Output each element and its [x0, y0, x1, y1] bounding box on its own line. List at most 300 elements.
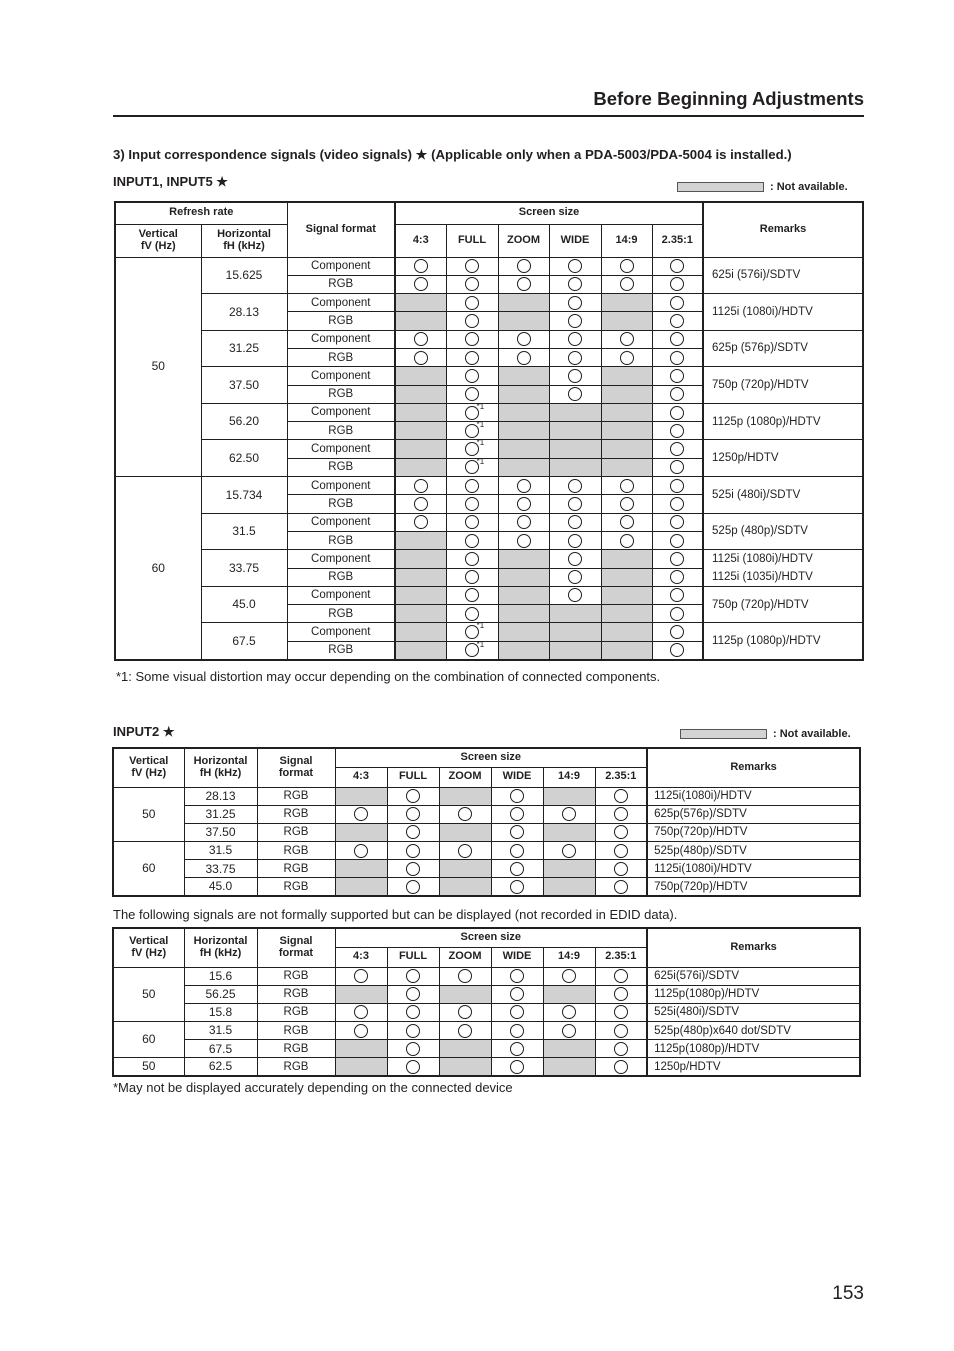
signal-format-cell: Component [287, 440, 395, 458]
screen-size-cell [446, 348, 498, 366]
not-available-cell [601, 568, 652, 586]
supported-circle-icon [614, 862, 628, 876]
signal-format-cell: RGB [257, 985, 335, 1003]
screen-size-col-header: 2.35:1 [595, 947, 647, 967]
not-available-cell [601, 440, 652, 458]
remarks-text: 750p (720p)/HDTV [712, 379, 809, 392]
supported-circle-icon [510, 1060, 524, 1074]
not-available-cell [543, 860, 595, 878]
screen-size-cell [335, 1022, 387, 1040]
screen-size-col-header: 2.35:1 [595, 767, 647, 787]
not-available-cell [498, 385, 549, 403]
supported-circle-icon [354, 844, 368, 858]
table-row [115, 586, 863, 604]
supported-circle-icon [465, 387, 479, 401]
supported-circle-icon [614, 825, 628, 839]
format-label: format [278, 946, 314, 959]
signal-format-cell: RGB [287, 495, 395, 513]
remarks-text: 625p (576p)/SDTV [712, 342, 808, 355]
not-available-cell [395, 568, 446, 586]
not-available-cell [395, 440, 446, 458]
not-available-swatch [680, 729, 767, 739]
screen-size-col-header: FULL [446, 224, 498, 257]
supported-circle-icon [510, 1042, 524, 1056]
remarks-text: 750p (720p)/HDTV [712, 598, 809, 611]
supported-circle-icon [670, 607, 684, 621]
supported-circle-icon [568, 570, 582, 584]
screen-size-cell [543, 967, 595, 985]
supported-circle-icon [670, 552, 684, 566]
vertical-frequency-cell: 50 [113, 1058, 184, 1076]
signal-format-cell: RGB [257, 967, 335, 985]
supported-circle-icon [670, 332, 684, 346]
table-row [115, 477, 863, 495]
table-row [115, 440, 863, 458]
horizontal-frequency-cell: 28.13 [184, 787, 257, 805]
table-row [113, 985, 860, 1003]
signal-format-cell: RGB [257, 1040, 335, 1058]
table-row [113, 1040, 860, 1058]
screen-size-cell [595, 985, 647, 1003]
screen-size-cell [498, 495, 549, 513]
signal-format-header [257, 748, 335, 787]
supported-circle-icon [510, 1024, 524, 1038]
signal-format-cell: RGB [287, 641, 395, 659]
remarks-cell [703, 623, 863, 660]
not-available-cell [395, 550, 446, 568]
supported-circle-icon [670, 570, 684, 584]
supported-circle-icon [517, 534, 531, 548]
remarks-cell: 1125i(1080i)/HDTV [647, 787, 860, 805]
table1-footnote: *1: Some visual distortion may occur depending on the combination of connected components. [116, 669, 661, 684]
screen-size-cell [446, 403, 498, 421]
not-available-cell [335, 823, 387, 841]
supported-circle-icon [614, 844, 628, 858]
screen-size-cell [395, 348, 446, 366]
screen-size-cell [446, 275, 498, 293]
unofficial-signal-table [112, 927, 861, 1077]
signal-format-cell: RGB [287, 605, 395, 623]
not-available-cell [395, 422, 446, 440]
screen-size-cell [652, 568, 703, 586]
supported-circle-icon [568, 277, 582, 291]
horizontal-label: Horizontal [193, 755, 248, 768]
horizontal-frequency-cell: 56.20 [201, 403, 287, 440]
screen-size-cell [446, 312, 498, 330]
supported-circle-icon [406, 880, 420, 894]
screen-size-cell [446, 458, 498, 476]
table-row [113, 1022, 860, 1040]
not-available-cell [439, 860, 491, 878]
screen-size-cell [652, 641, 703, 659]
signal-format-cell: RGB [287, 458, 395, 476]
horizontal-frequency-cell: 37.50 [184, 823, 257, 841]
supported-circle-icon [568, 497, 582, 511]
screen-size-cell [439, 842, 491, 860]
screen-size-header: Screen size [335, 748, 647, 767]
screen-size-cell [549, 531, 601, 549]
page-header-title: Before Beginning Adjustments [593, 88, 864, 109]
screen-size-cell [549, 367, 601, 385]
remarks-cell [703, 294, 863, 331]
header-row [113, 928, 860, 947]
screen-size-cell [601, 257, 652, 275]
screen-size-cell [491, 823, 543, 841]
signal-format-cell: RGB [257, 1058, 335, 1076]
refresh-rate-header: Refresh rate [115, 202, 287, 224]
screen-size-cell [543, 1003, 595, 1021]
screen-size-cell [498, 275, 549, 293]
format-label: format [278, 766, 314, 779]
screen-size-col-header: WIDE [491, 767, 543, 787]
screen-size-cell [652, 385, 703, 403]
screen-size-cell [491, 967, 543, 985]
screen-size-col-header: 14:9 [543, 947, 595, 967]
screen-size-cell [549, 495, 601, 513]
supported-circle-icon [465, 259, 479, 273]
not-available-cell [439, 985, 491, 1003]
header-row [115, 202, 863, 224]
screen-size-cell [595, 1040, 647, 1058]
input2-signal-table [112, 747, 861, 897]
supported-circle-icon [414, 479, 428, 493]
screen-size-cell [446, 623, 498, 641]
table-row [113, 1058, 860, 1076]
not-available-cell [601, 550, 652, 568]
screen-size-cell [498, 513, 549, 531]
supported-circle-icon [670, 314, 684, 328]
table-row [113, 967, 860, 985]
remarks-cell [703, 477, 863, 514]
horizontal-frequency-cell: 31.25 [201, 330, 287, 367]
unofficial-signals-note: The following signals are not formally supported but can be displayed (not recorded in EDID data). [113, 907, 678, 922]
supported-circle-icon [406, 789, 420, 803]
not-available-cell [498, 568, 549, 586]
supported-circle-icon [517, 259, 531, 273]
not-available-cell [601, 422, 652, 440]
not-available-cell [543, 985, 595, 1003]
remarks-cell: 1250p/HDTV [647, 1058, 860, 1076]
supported-circle-icon [568, 552, 582, 566]
horizontal-header [184, 748, 257, 787]
supported-circle-icon [354, 1005, 368, 1019]
horizontal-frequency-cell: 31.5 [201, 513, 287, 550]
not-available-cell [601, 458, 652, 476]
remarks-cell [703, 367, 863, 404]
table-row [115, 257, 863, 275]
signal-format-cell: RGB [257, 787, 335, 805]
signal-format-cell: RGB [287, 385, 395, 403]
signal-format-cell: RGB [257, 823, 335, 841]
screen-size-cell [446, 385, 498, 403]
horizontal-frequency-cell: 56.25 [184, 985, 257, 1003]
not-available-cell [498, 422, 549, 440]
not-available-cell [335, 1058, 387, 1076]
screen-size-col-header: ZOOM [498, 224, 549, 257]
table1-heading: INPUT1, INPUT5 ★ [113, 174, 228, 189]
screen-size-cell [446, 477, 498, 495]
screen-size-cell [549, 477, 601, 495]
supported-circle-icon [517, 479, 531, 493]
screen-size-cell [446, 586, 498, 604]
supported-circle-icon [406, 862, 420, 876]
table-row [113, 805, 860, 823]
not-available-cell [601, 294, 652, 312]
supported-circle-icon [620, 479, 634, 493]
supported-circle-icon [510, 880, 524, 894]
table2-not-available-legend [680, 728, 851, 740]
screen-size-cell [601, 495, 652, 513]
signal-format-cell: Component [287, 367, 395, 385]
remarks-cell: 625p(576p)/SDTV [647, 805, 860, 823]
screen-size-col-header: FULL [387, 947, 439, 967]
screen-size-col-header: 2.35:1 [652, 224, 703, 257]
footnote-marker: *1 [476, 622, 485, 631]
supported-circle-icon [465, 351, 479, 365]
horizontal-frequency-cell: 15.734 [201, 477, 287, 514]
supported-circle-icon [406, 1042, 420, 1056]
supported-circle-icon [670, 515, 684, 529]
vertical-unit: fV (Hz) [131, 766, 167, 779]
horizontal-frequency-cell: 33.75 [184, 860, 257, 878]
supported-circle-icon [406, 1060, 420, 1074]
supported-circle-icon [517, 277, 531, 291]
supported-circle-icon [465, 314, 479, 328]
screen-size-cell [601, 330, 652, 348]
screen-size-cell [595, 787, 647, 805]
not-available-cell [439, 1058, 491, 1076]
supported-circle-icon [670, 277, 684, 291]
supported-circle-icon [614, 1042, 628, 1056]
supported-circle-icon [614, 969, 628, 983]
remarks-text: 625i (576i)/SDTV [712, 269, 801, 282]
supported-circle-icon [670, 442, 684, 456]
signal-format-cell: Component [287, 586, 395, 604]
not-available-cell [395, 641, 446, 659]
screen-size-cell [439, 1003, 491, 1021]
remarks-cell [703, 586, 863, 623]
supported-circle-icon [562, 807, 576, 821]
supported-circle-icon [568, 296, 582, 310]
supported-circle-icon [510, 789, 524, 803]
remarks-text: 1125i (1080i)/HDTV [712, 553, 813, 566]
supported-circle-icon [465, 369, 479, 383]
table-row [115, 550, 863, 568]
not-available-cell [395, 367, 446, 385]
supported-circle-icon [465, 479, 479, 493]
remarks-text: 1125i (1080i)/HDTV [712, 305, 813, 318]
screen-size-cell [387, 967, 439, 985]
supported-circle-icon [620, 534, 634, 548]
supported-circle-icon [670, 424, 684, 438]
not-available-cell [498, 312, 549, 330]
not-available-cell [601, 605, 652, 623]
screen-size-cell [446, 495, 498, 513]
supported-circle-icon [568, 515, 582, 529]
signal-format-cell: RGB [287, 531, 395, 549]
remarks-cell: 1125i(1080i)/HDTV [647, 860, 860, 878]
signal-format-cell: Component [287, 623, 395, 641]
signal-format-cell: RGB [257, 878, 335, 896]
signal-format-cell: Component [287, 403, 395, 421]
supported-circle-icon [517, 332, 531, 346]
horizontal-label: Horizontal [193, 935, 248, 948]
supported-circle-icon [614, 1024, 628, 1038]
supported-circle-icon [354, 807, 368, 821]
vertical-label: Vertical [129, 755, 169, 768]
screen-size-cell [395, 513, 446, 531]
screen-size-cell [652, 531, 703, 549]
supported-circle-icon [670, 588, 684, 602]
screen-size-cell [498, 348, 549, 366]
screen-size-col-header: 14:9 [543, 767, 595, 787]
screen-size-cell [446, 550, 498, 568]
horizontal-header [184, 928, 257, 967]
screen-size-cell [491, 787, 543, 805]
footnote-marker: *1 [476, 641, 485, 649]
screen-size-cell [601, 348, 652, 366]
not-available-cell [543, 878, 595, 896]
supported-circle-icon [414, 351, 428, 365]
not-available-cell [498, 586, 549, 604]
horizontal-frequency-cell: 33.75 [201, 550, 287, 587]
screen-size-col-header: FULL [387, 767, 439, 787]
supported-circle-icon [670, 625, 684, 639]
screen-size-col-header: 4:3 [335, 767, 387, 787]
page-number: 153 [832, 1283, 864, 1304]
screen-size-cell [549, 294, 601, 312]
screen-size-col-header: 4:3 [335, 947, 387, 967]
screen-size-cell [446, 440, 498, 458]
screen-size-cell [601, 477, 652, 495]
table-row [115, 294, 863, 312]
horizontal-frequency-cell: 31.5 [184, 1022, 257, 1040]
supported-circle-icon [517, 351, 531, 365]
screen-size-cell [395, 257, 446, 275]
supported-circle-icon [406, 825, 420, 839]
supported-circle-icon [510, 987, 524, 1001]
table-row [113, 860, 860, 878]
vertical-frequency-cell: 60 [115, 477, 201, 660]
signal-format-header [257, 928, 335, 967]
screen-size-col-header: WIDE [491, 947, 543, 967]
not-available-cell [439, 787, 491, 805]
supported-circle-icon [670, 387, 684, 401]
screen-size-cell [652, 458, 703, 476]
not-available-cell [439, 823, 491, 841]
not-available-cell [549, 641, 601, 659]
supported-circle-icon [510, 969, 524, 983]
vertical-frequency-cell: 50 [113, 787, 184, 842]
not-available-cell [498, 440, 549, 458]
screen-size-cell [549, 312, 601, 330]
screen-size-cell [446, 330, 498, 348]
screen-size-cell [387, 805, 439, 823]
screen-size-cell [395, 495, 446, 513]
remarks-cell [703, 257, 863, 294]
screen-size-cell [491, 878, 543, 896]
screen-size-cell [491, 1022, 543, 1040]
screen-size-cell [652, 623, 703, 641]
footnote-marker: *1 [476, 439, 485, 448]
supported-circle-icon [414, 259, 428, 273]
vertical-header [113, 928, 184, 967]
screen-size-cell [446, 367, 498, 385]
not-available-cell [335, 860, 387, 878]
signal-format-cell: RGB [257, 1022, 335, 1040]
screen-size-cell [491, 985, 543, 1003]
section-heading: 3) Input correspondence signals (video signals) ★ (Applicable only when a PDA-5003/PDA-5004 is installed.) [113, 147, 792, 162]
screen-size-header: Screen size [335, 928, 647, 947]
not-available-cell [549, 403, 601, 421]
signal-label: Signal [279, 935, 313, 948]
screen-size-cell [595, 878, 647, 896]
remarks-cell [703, 403, 863, 440]
vertical-header [115, 224, 201, 257]
screen-size-cell [446, 531, 498, 549]
not-available-cell [543, 1058, 595, 1076]
screen-size-cell [601, 275, 652, 293]
horizontal-unit: fH (kHz) [223, 239, 265, 252]
not-available-cell [601, 586, 652, 604]
supported-circle-icon [465, 570, 479, 584]
screen-size-cell [595, 1022, 647, 1040]
vertical-header [113, 748, 184, 787]
supported-circle-icon [354, 1024, 368, 1038]
supported-circle-icon [568, 259, 582, 273]
not-available-cell [395, 312, 446, 330]
screen-size-cell [652, 495, 703, 513]
screen-size-cell [491, 1040, 543, 1058]
supported-circle-icon [510, 1005, 524, 1019]
screen-size-cell [549, 348, 601, 366]
horizontal-frequency-cell: 15.625 [201, 257, 287, 294]
supported-circle-icon [458, 844, 472, 858]
screen-size-cell [387, 1058, 439, 1076]
not-available-cell [543, 823, 595, 841]
remarks-cell [703, 330, 863, 367]
screen-size-cell [387, 787, 439, 805]
supported-circle-icon [620, 277, 634, 291]
screen-size-cell [335, 967, 387, 985]
not-available-cell [543, 787, 595, 805]
not-available-cell [395, 294, 446, 312]
supported-circle-icon [568, 314, 582, 328]
vertical-label: Vertical [129, 935, 169, 948]
table-row [115, 330, 863, 348]
horizontal-frequency-cell: 67.5 [201, 623, 287, 660]
input1-input5-signal-table [114, 201, 864, 661]
supported-circle-icon [568, 479, 582, 493]
remarks-cell: 1125p(1080p)/HDTV [647, 1040, 860, 1058]
vertical-frequency-cell: 50 [113, 967, 184, 1022]
not-available-cell [549, 458, 601, 476]
screen-size-cell [395, 330, 446, 348]
signal-format-cell: RGB [287, 348, 395, 366]
signal-format-cell: Component [287, 257, 395, 275]
supported-circle-icon [517, 497, 531, 511]
not-available-label: : Not available. [770, 181, 848, 193]
remarks-cell: 525p(480p)x640 dot/SDTV [647, 1022, 860, 1040]
supported-circle-icon [458, 807, 472, 821]
screen-size-cell [491, 860, 543, 878]
screen-size-cell [652, 477, 703, 495]
screen-size-cell [595, 967, 647, 985]
supported-circle-icon [510, 862, 524, 876]
screen-size-cell [446, 513, 498, 531]
header-row [113, 748, 860, 767]
supported-circle-icon [406, 807, 420, 821]
